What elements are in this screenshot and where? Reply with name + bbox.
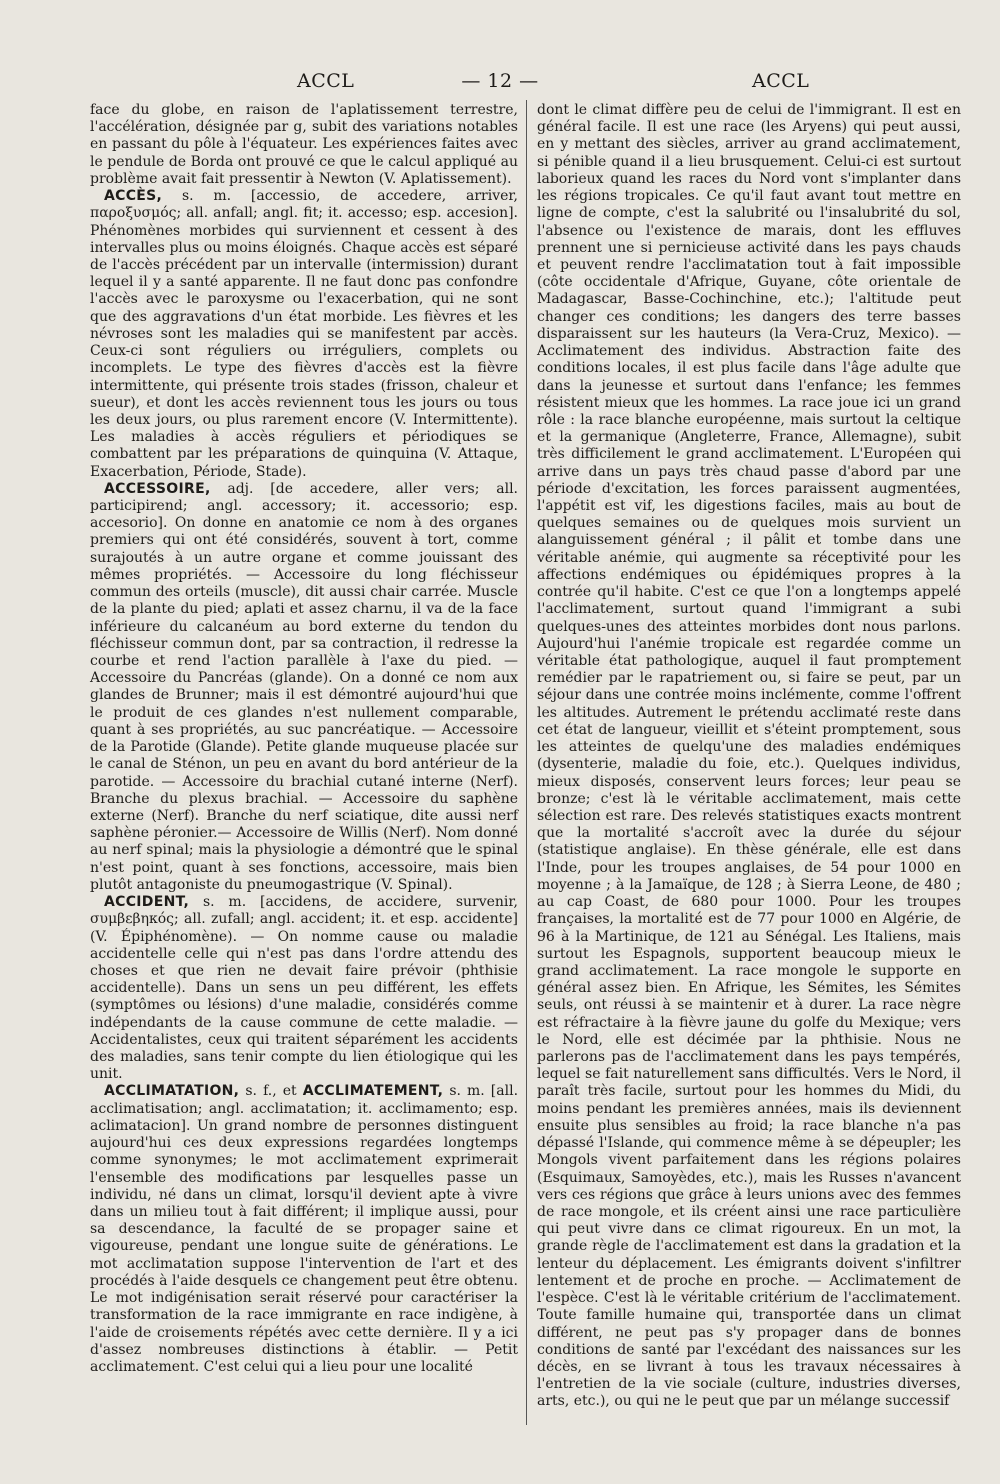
headword-joiner: s. f., et [245, 1083, 297, 1100]
headword-accessoire: ACCESSOIRE, [104, 480, 211, 497]
definition-acces: s. m. [accessio, de accedere, arriver, παροξυσμός; all. anfall; angl. fit; it. accesso; esp. accesion]. Phénomènes morbides qui surviennent et cessent à des intervalles plus ou moins éloignés. Chaque accès est séparé de l'accès précédent par un intervalle (intermission) durant lequel il y a santé apparente. Il ne faut donc pas confondre l'accès avec le paroxysme ou l'exacerbation, qui ne sont que des aggravations d'un état morbide. Les fièvres et les névroses sont les maladies qui se manifestent par accès. Ceux-ci sont réguliers ou irréguliers, complets ou incomplets. Le type des fièvres d'accès est la fièvre intermittente, qui présente trois stades (frisson, chaleur et sueur), et dont les accès reviennent tous les jours ou tous les deux jours, ou plus rarement encore (V. Intermittente). Les maladies à accès réguliers et périodiques se combattent par les préparations de quinquina (V. Attaque, Exacerbation, Période, Stade). [90, 188, 519, 480]
page-number: — 12 — [461, 70, 539, 92]
headword-acclimatation: ACCLIMATATION, [104, 1083, 240, 1100]
entry-acclimatation [90, 1083, 518, 1376]
column-divider [526, 100, 527, 1425]
definition-acclimatation: s. m. [all. acclimatisation; angl. acclimatation; it. acclimamento; esp. aclimatacion]. Un grand nombre de personnes distinguent aujourd'hui ces deux expressions regardées longtemps comme synonymes; le mot acclimatement exprimerait l'ensemble des modifications par lesquelles passe un individu, né dans un climat, lorsqu'il devient apte à vivre dans un milieu tout à fait différent; il implique aussi, pour sa descendance, la faculté de se propager saine et vigoureuse, pendant une longue suite de générations. Le mot acclimatation suppose l'intervention de l'art et des procédés à l'aide desquels ce changement peut être obtenu. Le mot indigénisation serait réservé pour caractériser la transformation de la race immigrante en race indigène, à l'aide de croisements répétés avec cette dernière. Il y a ici d'assez nombreuses distinctions à établir. — Petit acclimatement. C'est celui qui a lieu pour une localité [90, 1083, 519, 1375]
right-column [537, 102, 961, 1411]
paragraph-aplatissement: face du globe, en raison de l'aplatissement terrestre, l'accélération, désignée par g, subit des variations notables en passant du pôle à l'équateur. Les expériences faites avec le pendule de Borda ont prouvé ce que le calcul appliqué au problème avait fait pressentir à Newton (V. Aplatissement). [90, 102, 518, 187]
left-column [90, 102, 518, 1376]
definition-accessoire: adj. [de accedere, aller vers; all. participirend; angl. accessory; it. accessorio; esp. accesorio]. On donne en anatomie ce nom à des organes premiers qui ont été considérés, souvent à tort, comme surajoutés à un autre organe et comme jouissant des mêmes propriétés. — Accessoire du long fléchisseur commun des orteils (muscle), dit aussi chair carrée. Muscle de la plante du pied; aplati et assez charnu, il va de la face inférieure du calcanéum au bord externe du tendon du fléchisseur commun dont, par sa contraction, il redresse la courbe et rend l'action parallèle à l'axe du pied. — Accessoire du Pancréas (glande). On a donné ce nom aux glandes de Brunner; mais il est démontré aujourd'hui que le produit de ces glandes n'est nullement comparable, quant à ses propriétés, au suc pancréatique. — Accessoire de la Parotide (Glande). Petite glande muqueuse placée sur le canal de Sténon, un peu en avant du bord antérieur de la parotide. — Accessoire du brachial cutané interne (Nerf). Branche du plexus brachial. — Accessoire du saphène externe (Nerf). Branche du nerf sciatique, dite aussi nerf saphène péronier.— Accessoire de Willis (Nerf). Nom donné au nerf spinal; mais la physiologie a démontré que le spinal n'est point, quant à ses fonctions, accessoire, mais bien plutôt antagoniste du pneumogastrique (V. Spinal). [90, 480, 518, 893]
running-head-left: ACCL [297, 70, 355, 92]
paragraph-acclimatement-continued: dont le climat diffère peu de celui de l'immigrant. Il est en général facile. Il est une race (les Aryens) qui peut aussi, en y mettant des siècles, arriver au grand acclimatement, si pénible quand il a lieu brusquement. Celui-ci est surtout laborieux quand les races du Nord vont s'implanter dans les régions tropicales. Ce qu'il faut avant tout mettre en ligne de compte, c'est la salubrité ou l'insalubrité du sol, l'absence ou l'existence de marais, dont les effluves prennent une si pernicieuse activité dans les pays chauds et peuvent rendre l'acclimatation tout à fait impossible (côte occidentale d'Afrique, Guyane, côte orientale de Madagascar, Basse-Cochinchine, etc.); l'altitude peut changer ces conditions; les dangers des terre basses disparaissent sur les hauteurs (la Vera-Cruz, Mexico). — Acclimatement des individus. Abstraction faite des conditions locales, il est plus facile dans l'âge adulte que dans la jeunesse et surtout dans l'enfance; les femmes résistent mieux que les hommes. La race joue ici un grand rôle : la race blanche européenne, mais surtout la celtique et la germanique (Angleterre, France, Allemagne), subit très difficilement le grand acclimatement. L'Européen qui arrive dans un pays très chaud passe d'abord par une période d'excitation, les forces paraissent augmentées, l'appétit est vif, les digestions faciles, mais au bout de quelques semaines ou de quelques mois survient un alanguissement général ; il pâlit et tombe dans une véritable anémie, qui augmente sa réceptivité pour les affections endémiques ou épidémiques propres à la contrée qu'il habite. C'est ce que l'on a longtemps appelé l'acclimatement, surtout quand l'immigrant a subi quelques-unes des atteintes morbides dont nous parlons. Aujourd'hui l'anémie tropicale est regardée comme un véritable état pathologique, auquel il faut promptement remédier par le rapatriement ou, si faire se peut, par un séjour dans une contrée moins inclémente, comme l'offrent les altitudes. Autrement le prétendu acclimaté reste dans cet état de langueur, vieillit et s'éteint promptement, sous les atteintes de quelqu'une des maladies endémiques (dysenterie, maladie du foie, etc.). Quelques individus, mieux disposés, conservent leurs forces; leur peau se bronze; c'est là le véritable acclimatement, mais cette sélection est rare. Des relevés statistiques exacts montrent que la mortalité s'accroît avec la durée du séjour (statistique anglaise). En thèse générale, elle est dans l'Inde, pour les troupes anglaises, de 54 pour 1000 en moyenne ; à la Jamaïque, de 128 ; à Sierra Leone, de 480 ; au cap Coast, de 680 pour 1000. Pour les troupes françaises, la mortalité est de 77 pour 1000 en Algérie, de 96 à la Martinique, de 121 au Sénégal. Les Italiens, mais surtout les Espagnols, supportent beaucoup mieux le grand acclimatement. La race mongole le supporte en général assez bien. En Afrique, les Sémites, les Sémites seuls, ont réussi à se maintenir et à durer. La race nègre est réfractaire à la fièvre jaune du golfe du Mexique; vers le Nord, elle est décimée par la phthisie. Nous ne parlerons pas de l'acclimatement dans les pays tempérés, lequel se fait naturellement sans difficultés. Vers le Nord, il paraît très facile, surtout pour les hommes du Midi, du moins pendant les premières années, mais ils deviennent ensuite plus sensibles au froid; la race blanche n'a pas dépassé l'Islande, qui commence même à se dépeupler; les Mongols vivent parfaitement dans les régions polaires (Esquimaux, Samoyèdes, etc.), mais les Russes n'avancent vers ces régions que grâce à leurs unions avec des femmes de race mongole, et ils créent ainsi une race particulière qui peut vivre dans ce climat rigoureux. En un mot, la grande règle de l'acclimatement est dans la gradation et la lenteur du déplacement. Les émigrants doivent s'infiltrer lentement et de proche en proche. — Acclimatement de l'espèce. C'est là le véritable critérium de l'acclimatement. Toute famille humaine qui, transportée dans un climat différent, ne peut pas s'y propager dans de bonnes conditions de santé par l'excédant des naissances sur les décès, en se livrant à tous les travaux nécessaires à l'entretien de la vie sociale (culture, industries diverses, arts, etc.), ou qui ne le peut que par un mélange successif [537, 102, 961, 1410]
entry-acces [90, 188, 518, 481]
entry-accident [90, 894, 518, 1083]
running-head-right: ACCL [752, 70, 810, 92]
definition-accident: s. m. [accidens, de accidere, survenir, συμβεβηκός; all. zufall; angl. accident; it. et esp. accidente] (V. Épiphénomène). — On nomme cause ou maladie accidentelle celle qui n'est pas dans l'ordre attendu des choses et que rien ne devait faire prévoir (phthisie accidentelle). Dans un sens un peu différent, les effets (symptômes ou lésions) d'une maladie, considérés comme indépendants de la cause commune de cette maladie. — Accidentalistes, ceux qui traitent séparément les accidents des maladies, sans tenir compte du lien étiologique qui les unit. [90, 894, 519, 1083]
headword-accident: ACCIDENT, [104, 894, 190, 911]
entry-accessoire [90, 481, 518, 894]
headword-acclimatement: ACCLIMATEMENT, [302, 1083, 444, 1100]
headword-acces: ACCÈS, [104, 188, 163, 205]
